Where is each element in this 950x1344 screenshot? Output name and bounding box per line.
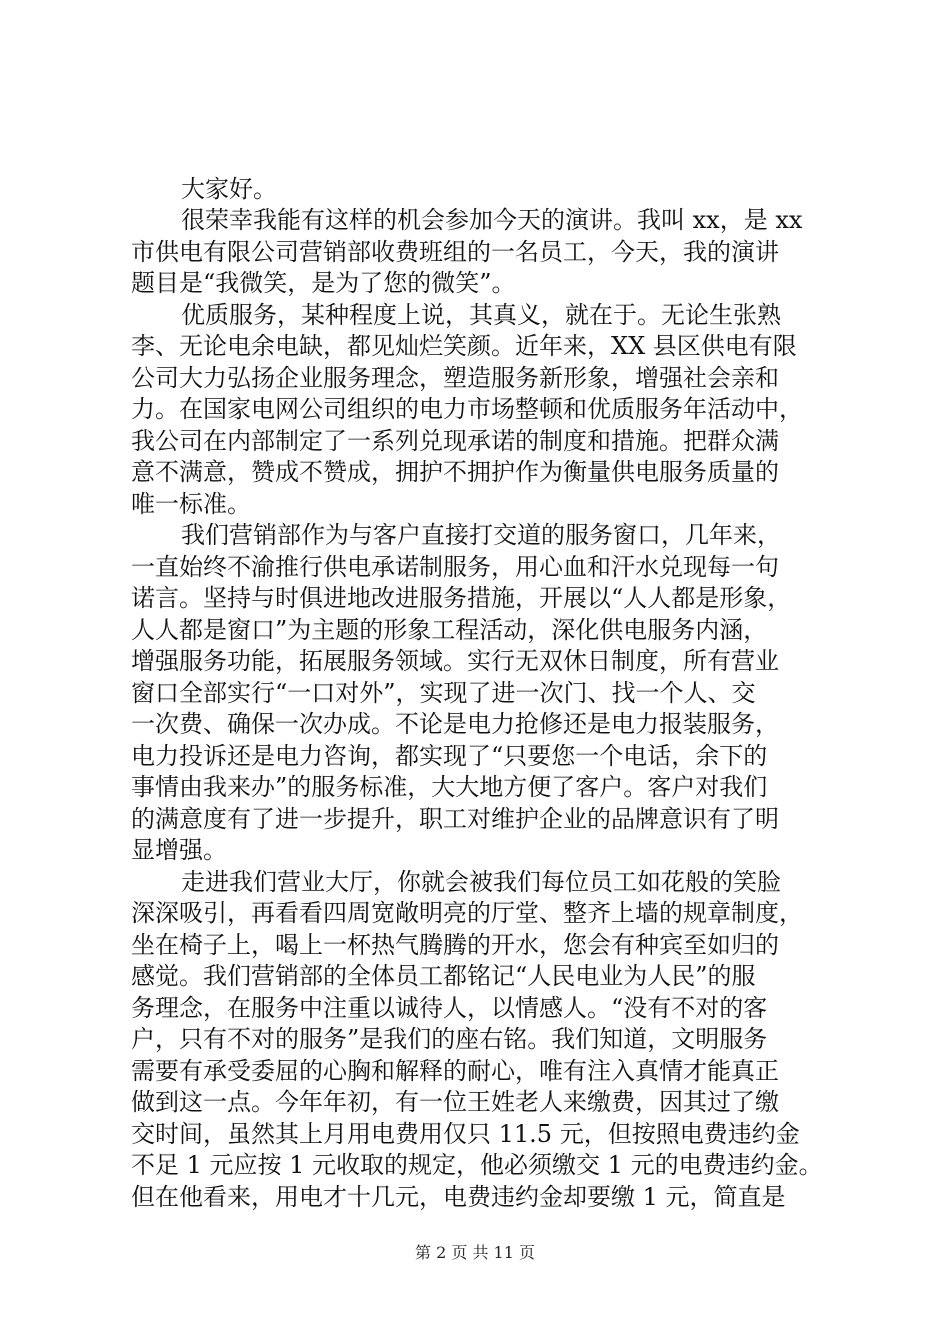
page-number-footer: 第 2 页 共 11 页 (415, 1243, 535, 1262)
paragraph-line: 公司大力弘扬企业服务理念，塑造服务新形象，增强社会亲和 (131, 364, 779, 392)
paragraph-line: 坐在椅子上，喝上一杯热气腾腾的开水，您会有种宾至如归的 (131, 931, 779, 959)
paragraph-line: 很荣幸我能有这样的机会参加今天的演讲。我叫 xx，是 xx (181, 206, 803, 234)
paragraph-line: 诺言。坚持与时俱进地改进服务措施，开展以“人人都是形象， (131, 584, 792, 612)
paragraph-line: 市供电有限公司营销部收费班组的一名员工，今天，我的演讲 (131, 238, 779, 266)
paragraph-line: 窗口全部实行“一口对外”，实现了进一次门、找一个人、交 (131, 679, 756, 707)
paragraph-line: 一次费、确保一次办成。不论是电力抢修还是电力报装服务， (131, 710, 779, 738)
paragraph-line: 户，只有不对的服务”是我们的座右铭。我们知道，文明服务 (131, 1025, 768, 1053)
paragraph-line: 我公司在内部制定了一系列兑现承诺的制度和措施。把群众满 (131, 427, 779, 455)
paragraph-line: 一直始终不渝推行供电承诺制服务，用心血和汗水兑现每一句 (131, 553, 779, 581)
paragraph-line: 大家好。 (181, 175, 277, 203)
paragraph-line: 走进我们营业大厅，你就会被我们每位员工如花般的笑脸 (181, 868, 781, 896)
paragraph-line: 需要有承受委屈的心胸和解释的耐心，唯有注入真情才能真正 (131, 1057, 779, 1085)
paragraph-line: 交时间，虽然其上月用电费用仅只 11.5 元，但按照电费违约金 (131, 1120, 800, 1148)
paragraph-line: 务理念，在服务中注重以诚待人，以情感人。“没有不对的客 (131, 994, 768, 1022)
paragraph-line: 不足 1 元应按 1 元收取的规定，他必须缴交 1 元的电费违约金。 (131, 1151, 823, 1179)
paragraph-line: 感觉。我们营销部的全体员工都铭记“人民电业为人民”的服 (131, 962, 756, 990)
paragraph-line: 事情由我来办”的服务标准，大大地方便了客户。客户对我们 (131, 773, 768, 801)
paragraph-line: 唯一标准。 (131, 490, 251, 518)
paragraph-line: 深深吸引，再看看四周宽敞明亮的厅堂、整齐上墙的规章制度， (131, 899, 803, 927)
paragraph-line: 的满意度有了进一步提升，职工对维护企业的品牌意识有了明 (131, 805, 779, 833)
paragraph-line: 做到这一点。今年年初，有一位王姓老人来缴费，因其过了缴 (131, 1088, 779, 1116)
paragraph-line: 但在他看来，用电才十几元，电费违约金却要缴 1 元，简直是 (131, 1183, 786, 1211)
paragraph-line: 题目是“我微笑，是为了您的微笑”。 (131, 269, 516, 297)
paragraph-line: 李、无论电余电缺，都见灿烂笑颜。近年来，XX 县区供电有限 (131, 332, 797, 360)
paragraph-line: 力。在国家电网公司组织的电力市场整顿和优质服务年活动中， (131, 395, 803, 423)
paragraph-line: 意不满意，赞成不赞成，拥护不拥护作为衡量供电服务质量的 (131, 458, 779, 486)
paragraph-line: 我们营销部作为与客户直接打交道的服务窗口，几年来， (181, 521, 781, 549)
paragraph-line: 显增强。 (131, 836, 227, 864)
paragraph-line: 优质服务，某种程度上说，其真义，就在于。无论生张熟 (181, 301, 781, 329)
paragraph-line: 增强服务功能，拓展服务领域。实行无双休日制度，所有营业 (131, 647, 779, 675)
paragraph-line: 人人都是窗口”为主题的形象工程活动，深化供电服务内涵， (131, 616, 768, 644)
paragraph-line: 电力投诉还是电力咨询，都实现了“只要您一个电话，余下的 (131, 742, 768, 770)
